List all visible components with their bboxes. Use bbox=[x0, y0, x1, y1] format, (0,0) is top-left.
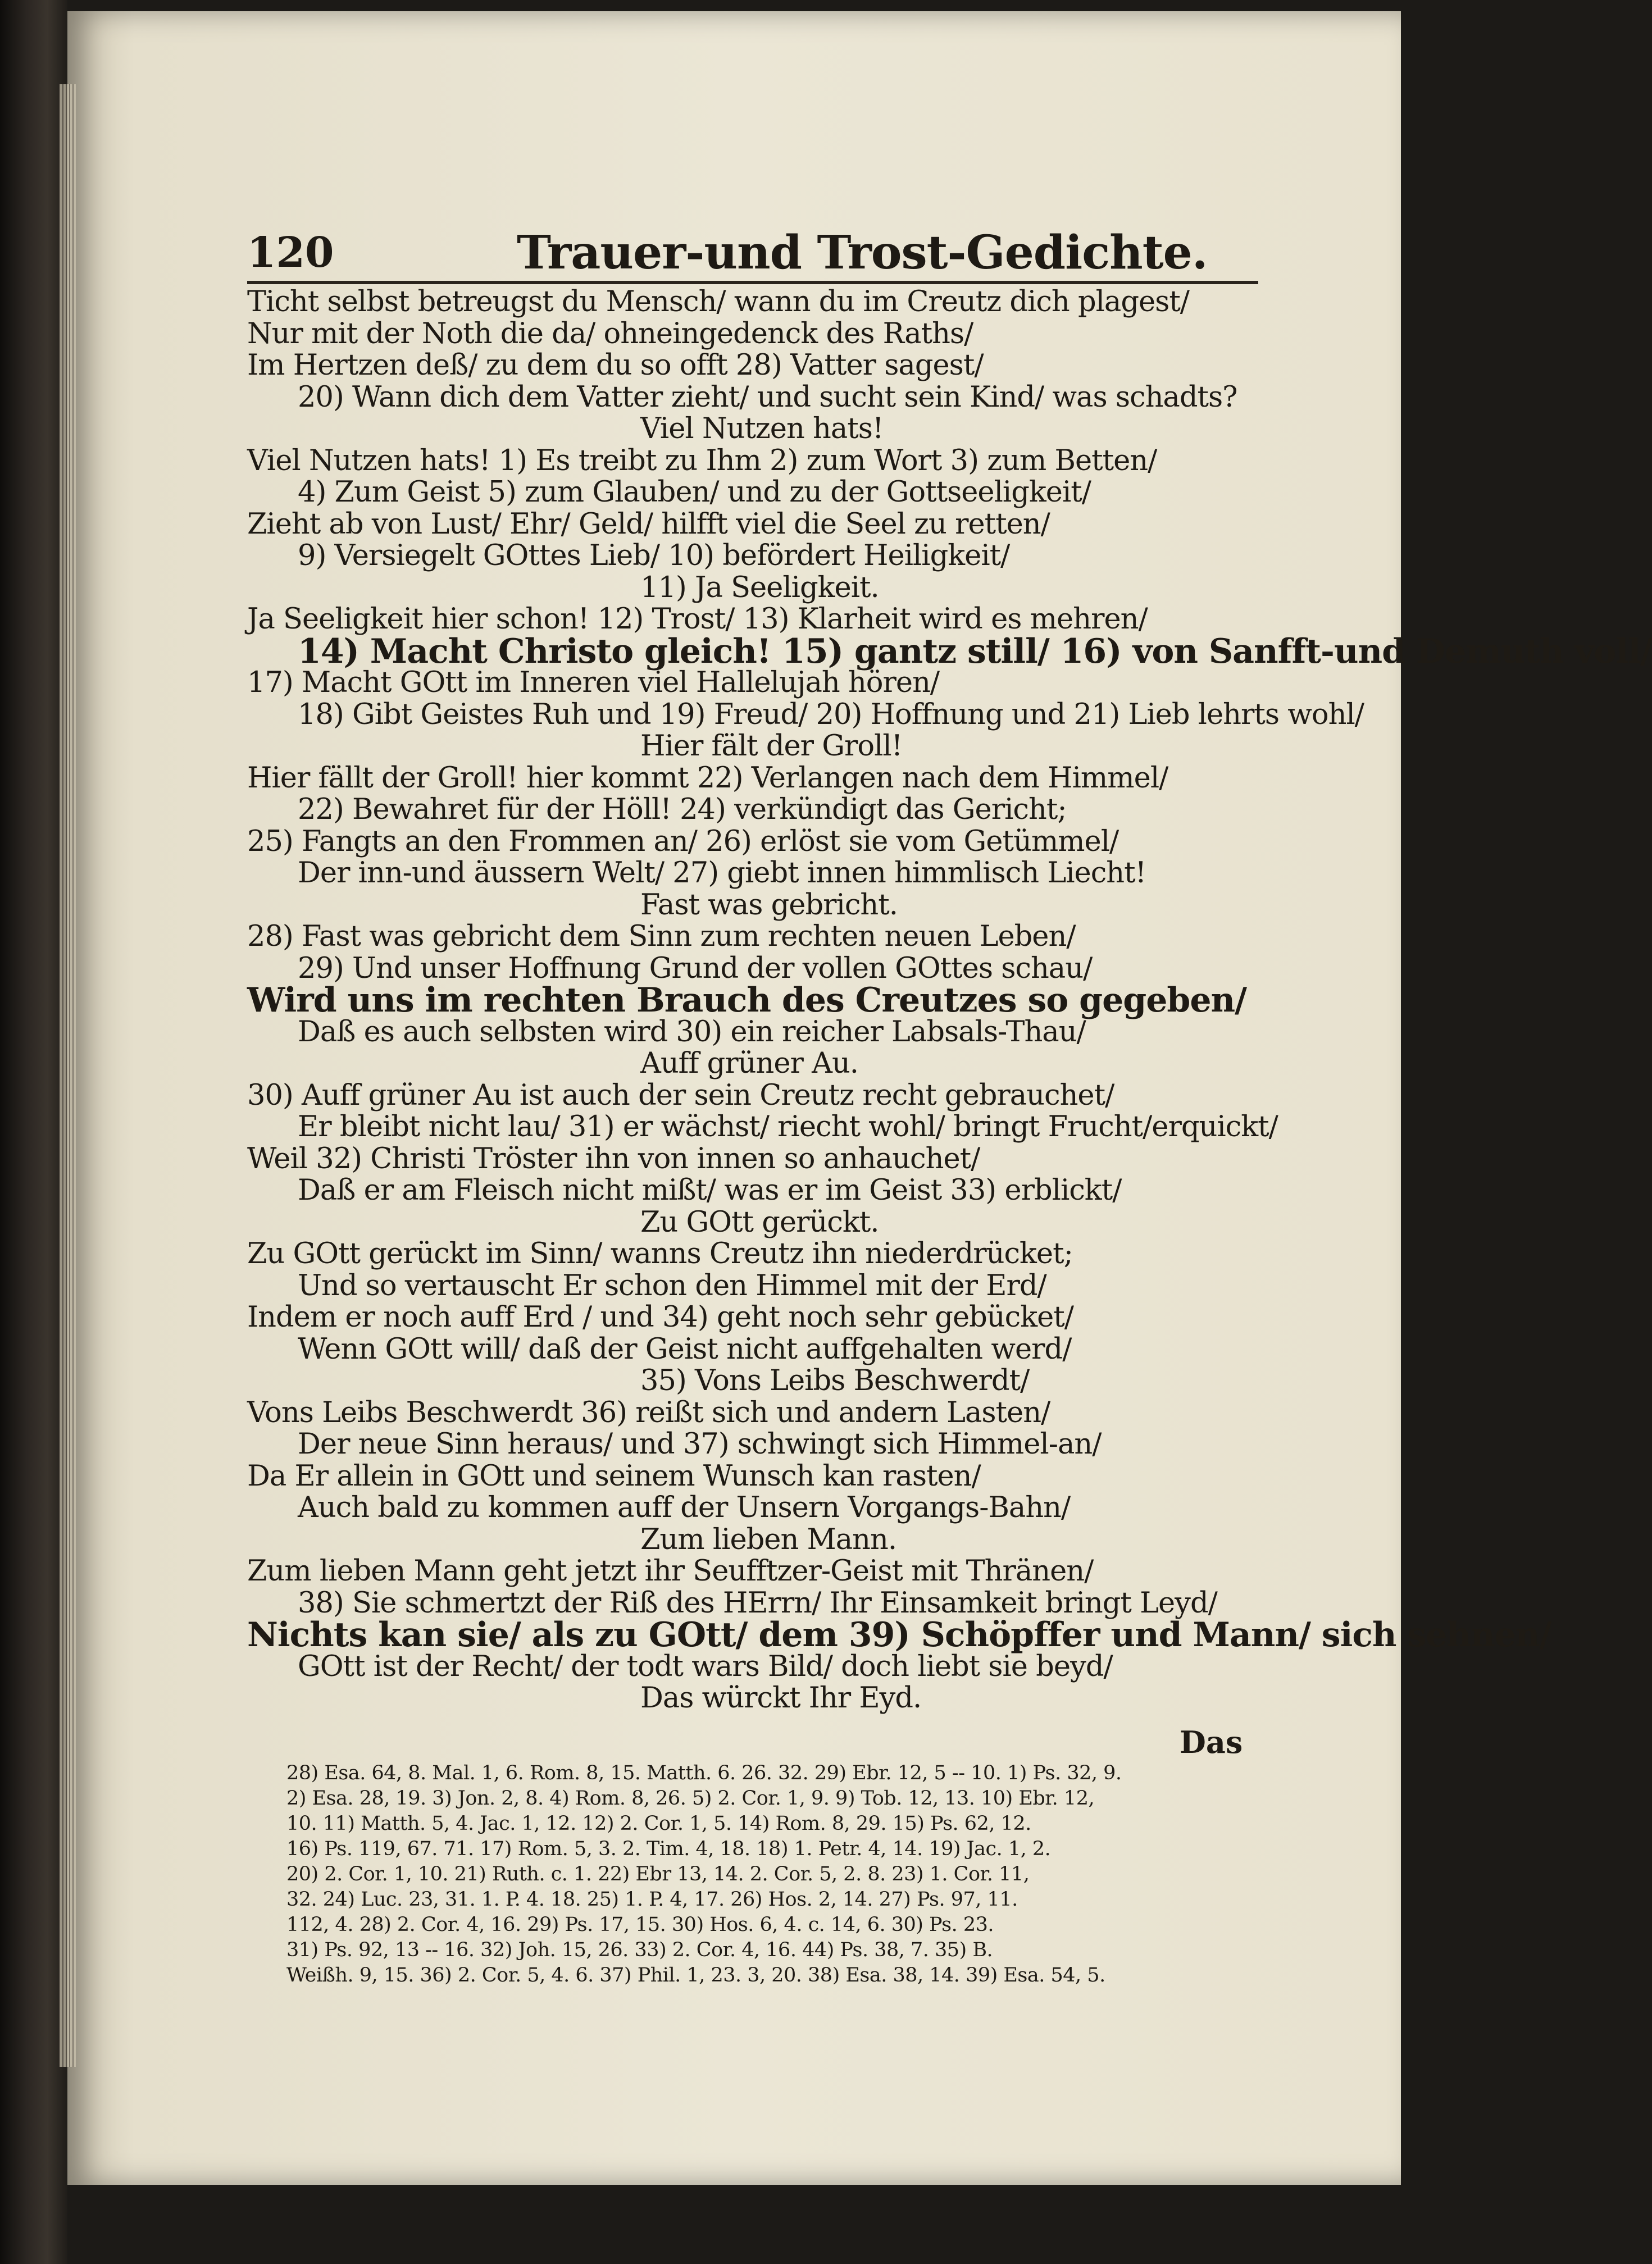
verse-line: Weil 32) Christi Tröster ihn von innen so anhauchet/ bbox=[247, 1142, 980, 1176]
verse-line: Da Er allein in GOtt und seinem Wunsch kan rasten/ bbox=[247, 1459, 981, 1493]
verse-line: 9) Versiegelt GOttes Lieb/ 10) befördert Heiligkeit/ bbox=[298, 539, 1010, 572]
verse-line: Er bleibt nicht lau/ 31) er wächst/ riecht wohl/ bringt Frucht/erquickt/ bbox=[298, 1110, 1278, 1144]
verse-line: Zu GOtt gerückt im Sinn/ wanns Creutz ihn niederdrücket; bbox=[247, 1237, 1073, 1270]
verse-line: 30) Auff grüner Au ist auch der sein Creutz recht gebrauchet/ bbox=[247, 1078, 1114, 1112]
footnote-line: 32. 24) Luc. 23, 31. 1. P. 4. 18. 25) 1. P. 4, 17. 26) Hos. 2, 14. 27) Ps. 97, 11. bbox=[286, 1888, 1018, 1911]
verse-line: Auff grüner Au. bbox=[640, 1047, 859, 1080]
verse-line: GOtt ist der Recht/ der todt wars Bild/ doch liebt sie beyd/ bbox=[298, 1650, 1113, 1683]
verse-line: 29) Und unser Hoffnung Grund der vollen GOttes schau/ bbox=[298, 951, 1093, 985]
verse-line: Indem er noch auff Erd / und 34) geht noch sehr gebücket/ bbox=[247, 1301, 1073, 1334]
verse-line: Zum lieben Mann. bbox=[640, 1523, 897, 1556]
footnote-line: 16) Ps. 119, 67. 71. 17) Rom. 5, 3. 2. Tim. 4, 18. 18) 1. Petr. 4, 14. 19) Jac. 1, 2. bbox=[286, 1838, 1051, 1860]
verse-line: Ticht selbst betreugst du Mensch/ wann du im Creutz dich plagest/ bbox=[247, 285, 1189, 318]
footnote-line: 2) Esa. 28, 19. 3) Jon. 2, 8. 4) Rom. 8, 26. 5) 2. Cor. 1, 9. 9) Tob. 12, 13. 10) Ebr. 12, bbox=[286, 1787, 1095, 1810]
verse-line: 17) Macht GOtt im Inneren viel Hallelujah hören/ bbox=[247, 666, 940, 699]
verse-line: Fast was gebricht. bbox=[640, 888, 898, 922]
verse-line: Daß es auch selbsten wird 30) ein reicher Labsals-Thau/ bbox=[298, 1015, 1086, 1049]
verse-line: 18) Gibt Geistes Ruh und 19) Freud/ 20) Hoffnung und 21) Lieb lehrts wohl/ bbox=[298, 698, 1364, 731]
footnote-line: 28) Esa. 64, 8. Mal. 1, 6. Rom. 8, 15. Matth. 6. 26. 32. 29) Ebr. 12, 5 -- 10. 1) Ps. 32, 9. bbox=[286, 1762, 1122, 1784]
verse-line: Zieht ab von Lust/ Ehr/ Geld/ hilfft viel die Seel zu retten/ bbox=[247, 507, 1050, 541]
verse-line: Daß er am Fleisch nicht mißt/ was er im Geist 33) erblickt/ bbox=[298, 1174, 1122, 1207]
verse-line: 25) Fangts an den Frommen an/ 26) erlöst sie vom Getümmel/ bbox=[247, 824, 1119, 858]
verse-line: 28) Fast was gebricht dem Sinn zum rechten neuen Leben/ bbox=[247, 920, 1076, 953]
footnote-line: 31) Ps. 92, 13 -- 16. 32) Joh. 15, 26. 33) 2. Cor. 4, 16. 44) Ps. 38, 7. 35) B. bbox=[286, 1939, 993, 1961]
book-spine bbox=[0, 0, 67, 2264]
verse-line: 35) Vons Leibs Beschwerdt/ bbox=[640, 1364, 1030, 1397]
footnote-line: 10. 11) Matth. 5, 4. Jac. 1, 12. 12) 2. Cor. 1, 5. 14) Rom. 8, 29. 15) Ps. 62, 12. bbox=[286, 1812, 1031, 1835]
page-number: 120 bbox=[247, 229, 334, 277]
verse-line: 20) Wann dich dem Vatter zieht/ und sucht sein Kind/ was schadts? bbox=[298, 380, 1237, 414]
verse-line: Im Hertzen deß/ zu dem du so offt 28) Vatter sagest/ bbox=[247, 349, 984, 382]
verse-line: Zu GOtt gerückt. bbox=[640, 1205, 879, 1239]
verse-line: Nichts kan sie/ als zu GOtt/ dem 39) Schöpffer und Mann/ sich sehnen/ bbox=[247, 1615, 1551, 1655]
verse-line: Zum lieben Mann geht jetzt ihr Seufftzer-Geist mit Thränen/ bbox=[247, 1555, 1094, 1588]
verse-line: Der inn-und äussern Welt/ 27) giebt innen himmlisch Liecht! bbox=[298, 857, 1146, 890]
footnote-line: 112, 4. 28) 2. Cor. 4, 16. 29) Ps. 17, 15. 30) Hos. 6, 4. c. 14, 6. 30) Ps. 23. bbox=[286, 1914, 994, 1936]
poem-text bbox=[247, 285, 1652, 1715]
verse-line: Viel Nutzen hats! bbox=[640, 412, 884, 445]
verse-line: 22) Bewahret für der Höll! 24) verkündigt das Gericht; bbox=[298, 793, 1067, 826]
running-title: Trauer-und Trost-Gedichte. bbox=[517, 226, 1208, 280]
verse-line: 14) Macht Christo gleich! 15) gantz still/ 16) von Sanfft-und Demuth voll/ bbox=[298, 631, 1652, 671]
verse-line: Viel Nutzen hats! 1) Es treibt zu Ihm 2) zum Wort 3) zum Betten/ bbox=[247, 444, 1157, 477]
catchword: Das bbox=[1180, 1724, 1243, 1760]
verse-line: Der neue Sinn heraus/ und 37) schwingt sich Himmel-an/ bbox=[298, 1428, 1102, 1461]
footnote-line: 20) 2. Cor. 1, 10. 21) Ruth. c. 1. 22) Ebr 13, 14. 2. Cor. 5, 2. 8. 23) 1. Cor. 11, bbox=[286, 1863, 1030, 1885]
verse-line: Vons Leibs Beschwerdt 36) reißt sich und andern Lasten/ bbox=[247, 1396, 1050, 1429]
verse-line: Das würckt Ihr Eyd. bbox=[640, 1682, 922, 1715]
footnote-line: Weißh. 9, 15. 36) 2. Cor. 5, 4. 6. 37) Phil. 1, 23. 3, 20. 38) Esa. 38, 14. 39) Esa. 54, 5. bbox=[286, 1964, 1105, 1987]
footnotes bbox=[286, 1761, 1253, 1988]
verse-line: Hier fält der Groll! bbox=[640, 730, 903, 763]
verse-line: Wird uns im rechten Brauch des Creutzes so gegeben/ bbox=[247, 981, 1247, 1020]
verse-line: Ja Seeligkeit hier schon! 12) Trost/ 13) Klarheit wird es mehren/ bbox=[247, 603, 1148, 636]
verse-line: Hier fällt der Groll! hier kommt 22) Verlangen nach dem Himmel/ bbox=[247, 761, 1168, 795]
verse-line: 11) Ja Seeligkeit. bbox=[640, 571, 879, 604]
verse-line: Nur mit der Noth die da/ ohneingedenck des Raths/ bbox=[247, 317, 973, 350]
verse-line: 38) Sie schmertzt der Riß des HErrn/ Ihr Einsamkeit bringt Leyd/ bbox=[298, 1586, 1217, 1620]
verse-line: Und so vertauscht Er schon den Himmel mit der Erd/ bbox=[298, 1269, 1046, 1302]
verse-line: 4) Zum Geist 5) zum Glauben/ und zu der Gottseeligkeit/ bbox=[298, 476, 1091, 509]
page-header bbox=[247, 225, 1258, 281]
page-edges bbox=[59, 84, 76, 2067]
header-rule bbox=[247, 281, 1258, 284]
verse-line: Auch bald zu kommen auff der Unsern Vorgangs-Bahn/ bbox=[298, 1491, 1071, 1524]
verse-line: Wenn GOtt will/ daß der Geist nicht auffgehalten werd/ bbox=[298, 1332, 1072, 1366]
